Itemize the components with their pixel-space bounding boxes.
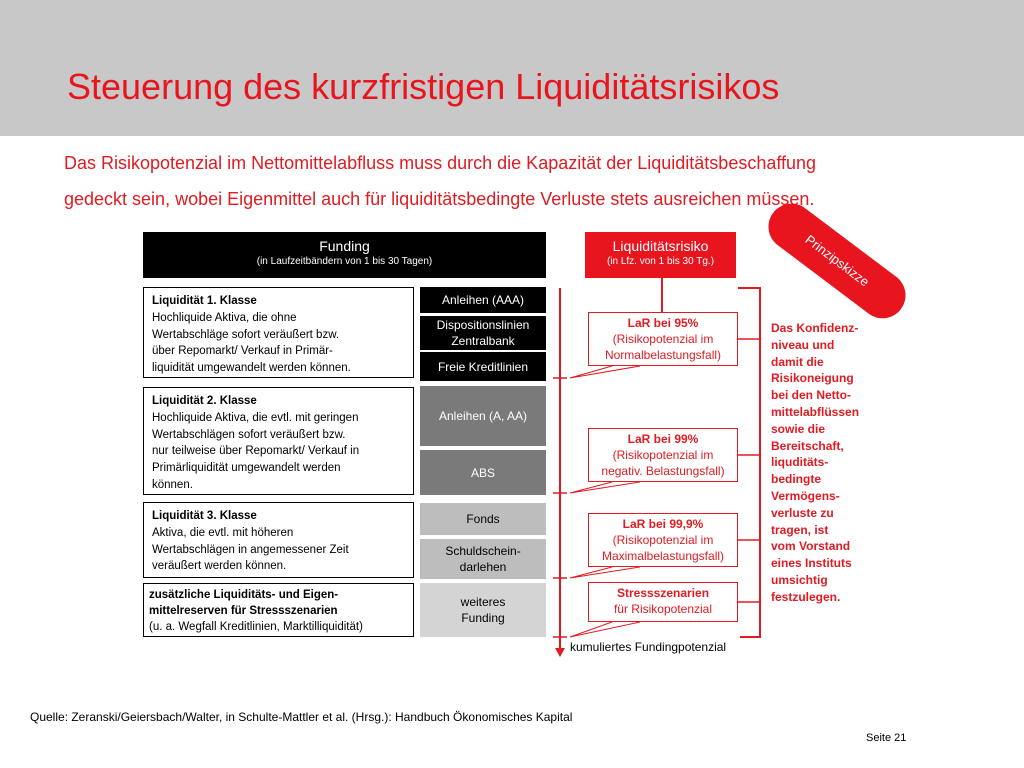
page-title: Steuerung des kurzfristigen Liquiditätsrisikos — [67, 66, 780, 107]
liquidity-class-2-line: Primärliquidität umgewandelt werden — [152, 462, 341, 475]
liquidity-class-3-heading: Liquidität 3. Klasse — [152, 510, 257, 522]
liquidity-class-2-line: können. — [152, 478, 193, 491]
side-note-line: bedingte — [771, 472, 821, 487]
source-label: Anleihen (AAA) — [441, 293, 525, 307]
side-note-line: tragen, ist — [771, 522, 829, 537]
callout-pointer — [570, 482, 640, 493]
side-note-line: Risikoneigung — [771, 371, 854, 386]
side-note-line: eines Instituts — [771, 556, 852, 571]
stress-line: für Risikopotenzial — [613, 602, 713, 616]
source-label: Anleihen (A, AA) — [438, 409, 528, 423]
side-note-line: Das Konfidenz- — [771, 321, 859, 335]
source-label: Freie Kreditlinien — [437, 359, 529, 374]
intro-line-2: gedeckt sein, wobei Eigenmittel auch für liquiditätsbedingte Verluste stets ausreichen müssen. — [64, 189, 815, 209]
liquidity-class-1-line: über Repomarkt/ Verkauf in Primär- — [152, 345, 333, 358]
additional-reserves-line: (u. a. Wegfall Kreditlinien, Marktilliquidität) — [149, 621, 363, 633]
side-note-line: verluste zu — [771, 505, 834, 520]
source-schuldscheindarlehen — [420, 539, 546, 579]
source-weiteres-funding — [420, 583, 546, 637]
additional-reserves-box — [143, 583, 414, 637]
source-label: Fonds — [466, 512, 500, 526]
side-note-line: bei den Netto- — [771, 388, 851, 403]
cumulative-arrow-head — [555, 648, 565, 657]
source-label: Schuldschein- — [445, 544, 521, 558]
liquidity-class-1-heading: Liquidität 1. Klasse — [152, 295, 257, 307]
side-note-line: festzulegen. — [771, 589, 841, 604]
prinzipskizze-badge: Prinzipskizze — [759, 194, 914, 327]
liquidity-class-3-line: Aktiva, die evtl. mit höheren — [152, 526, 294, 539]
liquidity-risk-header — [585, 232, 736, 278]
additional-reserves-heading: zusätzliche Liquiditäts- und Eigen- — [149, 589, 339, 601]
intro-line-1: Das Risikopotenzial im Nettomittelabfluss muss durch die Kapazität der Liquiditätsbeschaffung — [64, 153, 817, 173]
side-note — [771, 320, 891, 606]
side-note-line: Vermögens- — [771, 488, 840, 503]
source-anleihen-aaa — [420, 287, 546, 313]
side-note-line: damit die — [771, 354, 824, 369]
lar-title: LaR bei 95% — [627, 316, 699, 330]
callout-pointer — [570, 567, 640, 578]
source-label: Dispositionslinien — [436, 318, 530, 332]
liquidity-class-1-line: Wertabschläge sofort veräußert bzw. — [152, 328, 340, 341]
side-note-line: niveau und — [771, 337, 835, 352]
liquidity-class-1-line: liquidität umgewandelt werden können. — [152, 362, 351, 375]
source-abs — [420, 450, 546, 495]
source-dispositionslinien — [420, 316, 546, 350]
source-anleihen-a-aa — [420, 386, 546, 446]
source-citation: Quelle: Zeranski/Geiersbach/Walter, in Schulte-Mattler et al. (Hrsg.): Handbuch Ökonomisches Kapital — [30, 710, 573, 724]
lar-line: (Risikopotenzial im — [612, 533, 714, 547]
source-fonds — [420, 503, 546, 535]
liquidity-class-2 — [143, 387, 414, 495]
page-number: Seite 21 — [866, 732, 907, 744]
lar-line: Normalbelastungsfall) — [604, 348, 722, 362]
side-note-line: vom Vorstand — [771, 539, 851, 554]
source-label: ABS — [470, 465, 495, 480]
side-note-line: mittelabflüssen — [771, 404, 860, 419]
additional-reserves-heading: mittelreserven für Stressszenarien — [149, 605, 338, 617]
lar-line: (Risikopotenzial im — [612, 332, 714, 346]
funding-subtitle: (in Laufzeitbändern von 1 bis 30 Tagen) — [256, 256, 433, 267]
source-label: Funding — [461, 611, 505, 625]
side-note-line: liquditäts- — [771, 455, 829, 470]
source-freie-kreditlinien — [420, 352, 546, 381]
liquidity-class-3-line: Wertabschlägen in angemessener Zeit — [152, 543, 349, 556]
lar-99-box — [588, 428, 738, 482]
lar-line: negativ. Belastungsfall) — [601, 464, 725, 478]
source-label: weiteres — [460, 595, 506, 609]
funding-title: Funding — [319, 238, 370, 254]
bracket — [738, 288, 760, 637]
liquidity-class-2-line: nur teilweise über Repomarkt/ Verkauf in — [152, 445, 360, 458]
side-note-line: umsichtig — [771, 572, 828, 587]
callout-pointer — [570, 622, 640, 637]
lar-title: LaR bei 99,9% — [622, 517, 704, 531]
lar-line: Maximalbelastungsfall) — [601, 549, 725, 563]
liquidity-class-2-heading: Liquidität 2. Klasse — [152, 395, 257, 407]
funding-header — [143, 232, 546, 278]
side-note-line: sowie die — [771, 421, 826, 436]
lar-line: (Risikopotenzial im — [612, 448, 714, 462]
liquidity-class-2-line: Hochliquide Aktiva, die evtl. mit geringen — [152, 411, 359, 424]
liquidity-class-2-line: Wertabschlägen sofort veräußert bzw. — [152, 428, 346, 441]
lar-999-box — [588, 513, 738, 567]
lar-title: LaR bei 99% — [627, 432, 699, 446]
liquidity-class-3 — [143, 502, 414, 578]
lar-95-box — [588, 312, 738, 366]
liquidity-class-3-line: veräußert werden können. — [152, 560, 287, 573]
cumulative-funding-label: kumuliertes Fundingpotenzial — [570, 640, 727, 654]
liquidity-risk-title: Liquiditätsrisiko — [612, 238, 709, 254]
source-label: Zentralbank — [451, 334, 515, 348]
stress-title: Stressszenarien — [616, 586, 710, 600]
callout-pointer — [570, 366, 640, 378]
stress-scenarios-box — [588, 582, 738, 622]
liquidity-class-1-line: Hochliquide Aktiva, die ohne — [152, 311, 297, 324]
source-label: darlehen — [459, 560, 507, 574]
liquidity-class-1 — [143, 287, 414, 378]
liquidity-risk-subtitle: (in Lfz. von 1 bis 30 Tg.) — [606, 256, 715, 267]
side-note-line: Bereitschaft, — [771, 438, 844, 453]
